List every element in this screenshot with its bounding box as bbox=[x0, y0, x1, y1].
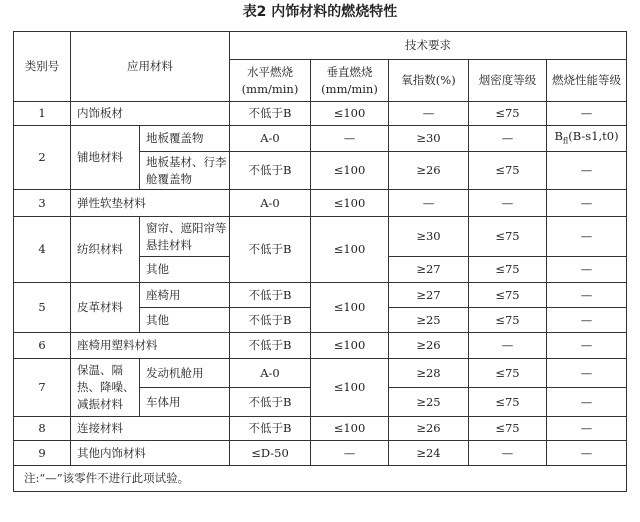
horizontal-value: 不低于B bbox=[230, 417, 311, 441]
header-horizontal-label: 水平燃烧 bbox=[247, 64, 293, 79]
header-vertical bbox=[311, 60, 389, 102]
performance-value: — bbox=[547, 102, 627, 126]
horizontal-value: 不低于B bbox=[230, 388, 311, 417]
row-number: 1 bbox=[14, 102, 71, 126]
oxygen-value: ≥25 bbox=[389, 308, 469, 333]
material-name: 皮革材料 bbox=[71, 283, 140, 333]
sub-material: 窗帘、遮阳帘等悬挂材料 bbox=[140, 217, 230, 257]
header-performance: 燃烧性能等级 bbox=[547, 60, 627, 102]
horizontal-value: 不低于B bbox=[230, 217, 311, 283]
header-row bbox=[14, 32, 627, 60]
vertical-value: ≤100 bbox=[311, 333, 389, 359]
horizontal-value: 不低于B bbox=[230, 308, 311, 333]
material-name: 连接材料 bbox=[71, 417, 230, 441]
header-vertical-unit: (mm/min) bbox=[321, 81, 378, 96]
table-row bbox=[14, 283, 627, 308]
performance-value: — bbox=[547, 190, 627, 217]
horizontal-value: 不低于B bbox=[230, 152, 311, 190]
oxygen-value: ≥27 bbox=[389, 283, 469, 308]
smoke-value: ≤75 bbox=[469, 388, 547, 417]
horizontal-value: A-0 bbox=[230, 190, 311, 217]
oxygen-value: ≥24 bbox=[389, 441, 469, 466]
sub-material: 其他 bbox=[140, 257, 230, 283]
smoke-value: — bbox=[469, 126, 547, 152]
smoke-value: ≤75 bbox=[469, 308, 547, 333]
smoke-value: ≤75 bbox=[469, 217, 547, 257]
header-horizontal bbox=[230, 60, 311, 102]
cropped-text-line bbox=[0, 514, 640, 522]
material-name: 弹性软垫材料 bbox=[71, 190, 230, 217]
sub-material: 地板覆盖物 bbox=[140, 126, 230, 152]
material-name: 座椅用塑料材料 bbox=[71, 333, 230, 359]
performance-value: — bbox=[547, 441, 627, 466]
row-number: 8 bbox=[14, 417, 71, 441]
table-row bbox=[14, 359, 627, 388]
smoke-value: ≤75 bbox=[469, 283, 547, 308]
oxygen-value: — bbox=[389, 190, 469, 217]
oxygen-value: ≥30 bbox=[389, 217, 469, 257]
smoke-value: ≤75 bbox=[469, 257, 547, 283]
sub-material: 地板基材、行李舱覆盖物 bbox=[140, 152, 230, 190]
header-vertical-label: 垂直燃烧 bbox=[326, 64, 373, 79]
oxygen-value: ≥30 bbox=[389, 126, 469, 152]
header-horizontal-unit: (mm/min) bbox=[241, 81, 299, 96]
table-row bbox=[14, 333, 627, 359]
row-number: 3 bbox=[14, 190, 71, 217]
material-name: 内饰板材 bbox=[71, 102, 230, 126]
performance-value: — bbox=[547, 417, 627, 441]
smoke-value: ≤75 bbox=[469, 417, 547, 441]
vertical-value: ≤100 bbox=[311, 152, 389, 190]
performance-value: — bbox=[547, 257, 627, 283]
sub-material: 车体用 bbox=[140, 388, 230, 417]
performance-value: — bbox=[547, 283, 627, 308]
table-row bbox=[14, 126, 627, 152]
table-row bbox=[14, 102, 627, 126]
material-name: 纺织材料 bbox=[71, 217, 140, 283]
header-tech-requirements: 技术要求 bbox=[230, 32, 627, 60]
row-number: 4 bbox=[14, 217, 71, 283]
row-number: 7 bbox=[14, 359, 71, 417]
oxygen-value: — bbox=[389, 102, 469, 126]
header-material: 应用材料 bbox=[71, 32, 230, 102]
smoke-value: ≤75 bbox=[469, 152, 547, 190]
vertical-value: ≤100 bbox=[311, 190, 389, 217]
performance-class: B bbox=[554, 128, 563, 143]
vertical-value: — bbox=[311, 441, 389, 466]
performance-value bbox=[547, 126, 627, 152]
note-row bbox=[14, 466, 627, 492]
horizontal-value: 不低于B bbox=[230, 102, 311, 126]
table-row bbox=[14, 190, 627, 217]
table-row bbox=[14, 417, 627, 441]
row-number: 5 bbox=[14, 283, 71, 333]
smoke-value: — bbox=[469, 190, 547, 217]
oxygen-value: ≥27 bbox=[389, 257, 469, 283]
vertical-value: ≤100 bbox=[311, 417, 389, 441]
header-oxygen: 氧指数(%) bbox=[389, 60, 469, 102]
horizontal-value: A-0 bbox=[230, 126, 311, 152]
table-title: 表2 内饰材料的燃烧特性 bbox=[242, 4, 398, 20]
material-name: 其他内饰材料 bbox=[71, 441, 230, 466]
row-number: 6 bbox=[14, 333, 71, 359]
performance-value: — bbox=[547, 333, 627, 359]
oxygen-value: ≥28 bbox=[389, 359, 469, 388]
horizontal-value: A-0 bbox=[230, 359, 311, 388]
smoke-value: — bbox=[469, 333, 547, 359]
row-number: 9 bbox=[14, 441, 71, 466]
oxygen-value: ≥26 bbox=[389, 333, 469, 359]
oxygen-value: ≥26 bbox=[389, 152, 469, 190]
material-name: 保温、隔热、降噪、减振材料 bbox=[71, 359, 140, 417]
vertical-value: — bbox=[311, 126, 389, 152]
table-note: 注:“—”该零件不进行此项试验。 bbox=[14, 466, 627, 492]
sub-material: 其他 bbox=[140, 308, 230, 333]
sub-material: 座椅用 bbox=[140, 283, 230, 308]
material-name: 铺地材料 bbox=[71, 126, 140, 190]
vertical-value: ≤100 bbox=[311, 102, 389, 126]
performance-class-subscript: fl bbox=[562, 136, 569, 146]
performance-value: — bbox=[547, 308, 627, 333]
oxygen-value: ≥26 bbox=[389, 417, 469, 441]
smoke-value: — bbox=[469, 441, 547, 466]
table-row bbox=[14, 217, 627, 257]
header-smoke: 烟密度等级 bbox=[469, 60, 547, 102]
oxygen-value: ≥25 bbox=[389, 388, 469, 417]
performance-value: — bbox=[547, 152, 627, 190]
smoke-value: ≤75 bbox=[469, 102, 547, 126]
row-number: 2 bbox=[14, 126, 71, 190]
header-category: 类别号 bbox=[14, 32, 71, 102]
performance-value: — bbox=[547, 359, 627, 388]
horizontal-value: 不低于B bbox=[230, 283, 311, 308]
vertical-value: ≤100 bbox=[311, 217, 389, 283]
horizontal-value: ≤D-50 bbox=[230, 441, 311, 466]
horizontal-value: 不低于B bbox=[230, 333, 311, 359]
flammability-table bbox=[13, 31, 627, 492]
sub-material: 发动机舱用 bbox=[140, 359, 230, 388]
vertical-value: ≤100 bbox=[311, 283, 389, 333]
vertical-value: ≤100 bbox=[311, 359, 389, 417]
performance-class-detail: (B-s1,t0) bbox=[568, 128, 619, 143]
performance-value: — bbox=[547, 217, 627, 257]
smoke-value: ≤75 bbox=[469, 359, 547, 388]
table-row bbox=[14, 441, 627, 466]
performance-value: — bbox=[547, 388, 627, 417]
